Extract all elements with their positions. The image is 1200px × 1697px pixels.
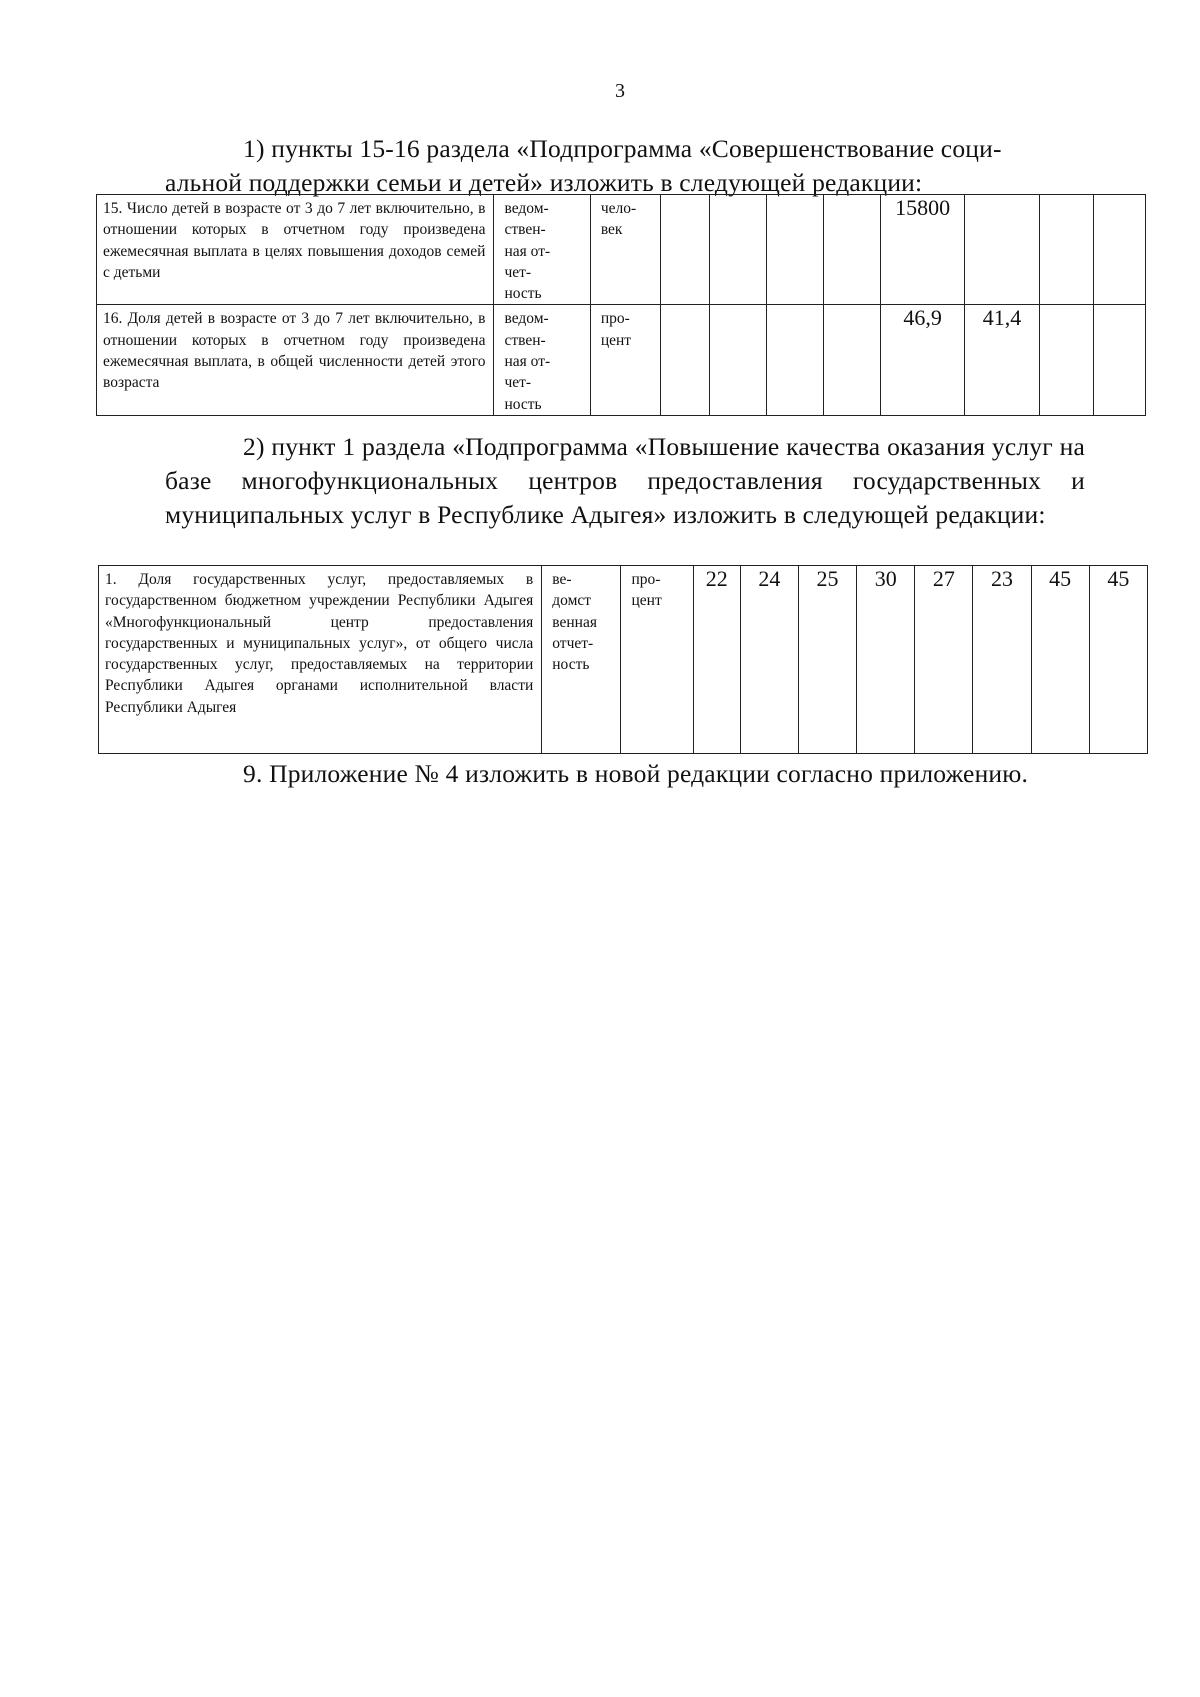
- table-row-15: [97, 195, 1146, 305]
- data-source: ве- домст венная отчет- ность: [542, 566, 621, 754]
- table-row-1: [99, 566, 1148, 754]
- value-cell: [710, 195, 767, 305]
- value-cell: [824, 305, 881, 415]
- value-cell: [767, 195, 824, 305]
- value-cell: 45: [1031, 566, 1089, 754]
- value-cell: 22: [693, 566, 740, 754]
- value-cell: [710, 305, 767, 415]
- item-1-paragraph: [165, 132, 1085, 200]
- data-source: ведом- ствен- ная от- чет- ность: [494, 195, 590, 305]
- value-cell: 15800: [880, 195, 964, 305]
- item-1-line-2: альной поддержки семьи и детей» изложить в следующей редакции:: [165, 168, 923, 197]
- table-subprogram-family-support: [96, 194, 1146, 416]
- value-cell: 27: [915, 566, 973, 754]
- value-cell: 41,4: [965, 305, 1039, 415]
- value-cell: 25: [798, 566, 856, 754]
- data-source: ведом- ствен- ная от- чет- ность: [494, 305, 590, 415]
- value-cell: [1039, 195, 1094, 305]
- value-cell: 45: [1089, 566, 1147, 754]
- item-2-paragraph: [165, 430, 1085, 532]
- indicator-description: 16. Доля детей в возрасте от 3 до 7 лет включительно, в отношении которых в отчетном году произведена ежемесячная выплата, в общей численности детей этого возраста: [97, 305, 494, 415]
- value-cell: [660, 195, 709, 305]
- value-cell: [767, 305, 824, 415]
- value-cell: [1039, 305, 1094, 415]
- value-cell: [965, 195, 1039, 305]
- value-cell: 24: [740, 566, 798, 754]
- unit-of-measure: чело- век: [590, 195, 660, 305]
- indicator-description: 1. Доля государственных услуг, предоставляемых в государственном бюджетном учреждении Республики Адыгея «Многофункциональный центр предоставления государственных и муниципальных услуг», от общего числа государственных услуг, предоставляемых на территории Республики Адыгея органами исполнительной власти Республики Адыгея: [99, 566, 542, 754]
- item-9-paragraph: [165, 757, 1085, 791]
- indicator-description: 15. Число детей в возрасте от 3 до 7 лет включительно, в отношении которых в отчетном году произведена ежемесячная выплата в целях повышения доходов семей с детьми: [97, 195, 494, 305]
- table-subprogram-mfc-quality: [98, 565, 1148, 754]
- value-cell: 30: [857, 566, 915, 754]
- value-cell: [1094, 195, 1146, 305]
- unit-of-measure: про- цент: [621, 566, 693, 754]
- item-9-text: 9. Приложение № 4 изложить в новой редакции согласно приложению.: [243, 759, 1029, 788]
- unit-of-measure: про- цент: [590, 305, 660, 415]
- table-row-16: [97, 305, 1146, 415]
- value-cell: 23: [973, 566, 1031, 754]
- value-cell: 46,9: [880, 305, 964, 415]
- item-2-text: 2) пункт 1 раздела «Подпрограмма «Повышение качества оказания услуг на базе многофункциональных центров предоставления государственных и муниципальных услуг в Республике Адыгея» изложить в следующей редакции:: [165, 432, 1085, 529]
- item-1-line-1: 1) пункты 15-16 раздела «Подпрограмма «Совершенствование соци-: [243, 134, 1002, 163]
- page-number: 3: [615, 80, 625, 102]
- value-cell: [660, 305, 709, 415]
- value-cell: [824, 195, 881, 305]
- value-cell: [1094, 305, 1146, 415]
